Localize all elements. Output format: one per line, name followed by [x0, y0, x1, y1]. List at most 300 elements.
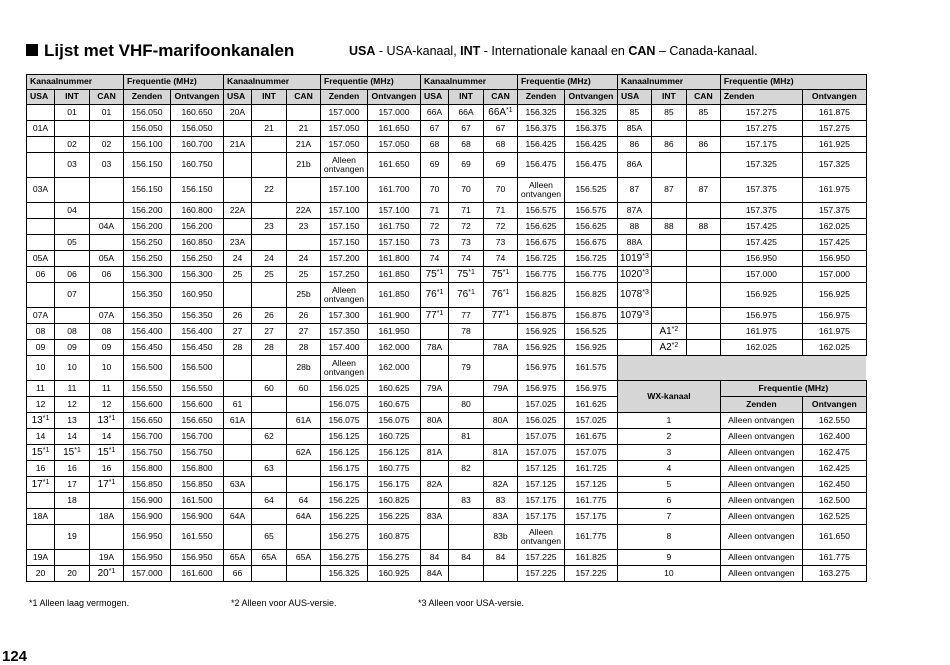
table-row — [27, 493, 867, 509]
table-cell: 65A — [252, 550, 287, 566]
table-cell — [90, 493, 124, 509]
table-cell: 156.425 — [518, 137, 565, 153]
table-cell: 25 — [287, 267, 321, 283]
table-cell — [449, 413, 484, 429]
table-cell — [224, 381, 252, 397]
table-row — [27, 178, 867, 203]
table-cell: 156.900 — [171, 509, 224, 525]
table-cell: 156.650 — [171, 413, 224, 429]
table-cell: 83A — [421, 509, 449, 525]
wx-channel: 3 — [618, 445, 721, 461]
table-cell: 160.750 — [171, 153, 224, 178]
table-row — [27, 566, 867, 582]
table-cell: 161.800 — [368, 251, 421, 267]
table-cell: 156.050 — [124, 105, 171, 121]
table-cell — [55, 178, 90, 203]
header-frequentie: Frequentie (MHz) — [321, 75, 421, 90]
table-row — [27, 105, 867, 121]
wx-spacer — [618, 356, 867, 381]
footnote-ref: *1 — [108, 414, 116, 422]
table-cell: 157.175 — [720, 137, 802, 153]
table-cell: 156.950 — [124, 525, 171, 550]
table-cell: 157.325 — [802, 153, 866, 178]
table-cell: 157.425 — [720, 219, 802, 235]
table-cell: 78A — [484, 340, 518, 356]
table-cell — [224, 493, 252, 509]
table-cell: 61A — [287, 413, 321, 429]
table-cell: Alleen ontvangen — [518, 525, 565, 550]
table-cell: 01 — [55, 105, 90, 121]
table-cell: 162.025 — [802, 219, 866, 235]
footnote-ref: *1 — [42, 414, 50, 422]
channel-number: 17 — [31, 478, 43, 490]
table-cell: 160.725 — [368, 429, 421, 445]
table-cell: 05A — [90, 251, 124, 267]
header-kanaalnummer: Kanaalnummer — [27, 75, 124, 90]
table-cell: 73 — [449, 235, 484, 251]
table-cell: 65 — [252, 525, 287, 550]
table-cell: 156.600 — [124, 397, 171, 413]
table-cell: 69 — [449, 153, 484, 178]
footnote-ref: *3 — [642, 252, 649, 260]
wx-zenden: Alleen ontvangen — [720, 509, 802, 525]
table-cell — [224, 525, 252, 550]
table-cell — [484, 105, 518, 121]
channel-number: 75 — [491, 268, 503, 280]
table-cell: 156.250 — [124, 235, 171, 251]
table-cell: 156.150 — [171, 178, 224, 203]
table-cell — [90, 525, 124, 550]
table-cell — [90, 413, 124, 429]
wx-ontvangen: 162.475 — [802, 445, 866, 461]
wx-zenden: Alleen ontvangen — [720, 493, 802, 509]
table-cell: 14 — [27, 429, 55, 445]
table-cell — [90, 178, 124, 203]
table-cell: 156.675 — [565, 235, 618, 251]
footnote-ref: *1 — [74, 446, 81, 454]
table-cell: 161.700 — [368, 178, 421, 203]
wx-zenden: Alleen ontvangen — [720, 413, 802, 429]
table-cell: 156.325 — [565, 105, 618, 121]
table-cell — [252, 235, 287, 251]
table-cell: 156.175 — [321, 477, 368, 493]
table-cell: 156.625 — [518, 219, 565, 235]
table-cell: 157.150 — [368, 235, 421, 251]
footnote-ref: *3 — [642, 309, 649, 317]
table-cell: 156.800 — [124, 461, 171, 477]
header-int: INT — [449, 90, 484, 105]
table-cell — [651, 121, 686, 137]
table-cell — [686, 283, 720, 308]
table-cell: 156.325 — [518, 105, 565, 121]
table-cell: 85 — [618, 105, 652, 121]
channel-number: 13 — [97, 414, 109, 426]
table-cell: 161.575 — [565, 356, 618, 381]
table-cell: 157.375 — [720, 203, 802, 219]
table-row — [27, 283, 867, 308]
table-cell: 86 — [651, 137, 686, 153]
footnote-ref: *1 — [468, 289, 475, 297]
header-int: INT — [252, 90, 287, 105]
table-cell: 06 — [90, 267, 124, 283]
table-cell: 17 — [55, 477, 90, 493]
table-cell: 74 — [484, 251, 518, 267]
table-cell: 156.350 — [124, 283, 171, 308]
table-cell: 157.225 — [565, 566, 618, 582]
table-cell: 65A — [224, 550, 252, 566]
wx-channel: 4 — [618, 461, 721, 477]
table-cell: 60 — [252, 381, 287, 397]
table-cell: 161.975 — [802, 324, 866, 340]
table-cell: 161.600 — [171, 566, 224, 582]
table-cell: 156.775 — [565, 267, 618, 283]
table-cell: 78 — [449, 324, 484, 340]
table-cell — [224, 153, 252, 178]
table-cell — [686, 267, 720, 283]
table-cell: 156.075 — [321, 413, 368, 429]
table-cell: 83b — [484, 525, 518, 550]
table-cell: 66A — [421, 105, 449, 121]
table-cell — [618, 267, 652, 283]
table-cell — [287, 429, 321, 445]
table-cell: 156.350 — [124, 308, 171, 324]
table-cell: 19A — [27, 550, 55, 566]
table-cell — [90, 566, 124, 582]
table-cell — [484, 283, 518, 308]
table-cell — [287, 397, 321, 413]
wx-channel: 10 — [618, 566, 721, 582]
table-cell: 71 — [421, 203, 449, 219]
wx-channel: 5 — [618, 477, 721, 493]
table-cell: 01 — [90, 105, 124, 121]
table-cell: 26 — [252, 308, 287, 324]
channel-number: 1019 — [620, 252, 643, 264]
table-cell: 21 — [252, 121, 287, 137]
table-cell: 65A — [287, 550, 321, 566]
table-cell: 161.650 — [368, 153, 421, 178]
table-cell: 05 — [55, 235, 90, 251]
table-cell: 161.500 — [171, 493, 224, 509]
table-cell: 156.200 — [124, 219, 171, 235]
table-cell: 64 — [252, 493, 287, 509]
table-cell — [686, 203, 720, 219]
table-cell — [686, 340, 720, 356]
channel-number: 77 — [491, 309, 503, 321]
table-cell: 86 — [686, 137, 720, 153]
table-cell: 19 — [55, 525, 90, 550]
table-cell: 156.350 — [171, 308, 224, 324]
table-cell: 157.275 — [802, 121, 866, 137]
table-row — [27, 235, 867, 251]
table-cell: 156.950 — [171, 550, 224, 566]
table-cell: 156.575 — [518, 203, 565, 219]
table-cell: 83 — [449, 493, 484, 509]
table-cell — [421, 493, 449, 509]
table-cell: 157.125 — [518, 461, 565, 477]
table-cell: 22A — [287, 203, 321, 219]
table-cell: 02 — [90, 137, 124, 153]
table-cell — [252, 566, 287, 582]
table-cell — [27, 283, 55, 308]
table-cell: 68 — [421, 137, 449, 153]
table-cell: 156.575 — [565, 203, 618, 219]
table-cell: 157.000 — [802, 267, 866, 283]
channel-number: 77 — [425, 309, 437, 321]
table-cell: 13 — [55, 413, 90, 429]
table-cell: 06 — [27, 267, 55, 283]
table-cell — [90, 235, 124, 251]
table-cell: 157.200 — [321, 251, 368, 267]
table-cell: 82A — [484, 477, 518, 493]
table-row — [27, 267, 867, 283]
table-cell — [421, 356, 449, 381]
table-cell: 18A — [90, 509, 124, 525]
table-cell: 08 — [90, 324, 124, 340]
table-cell: 07 — [55, 283, 90, 308]
table-cell: 157.425 — [802, 235, 866, 251]
header-usa: USA — [618, 90, 652, 105]
table-cell: 157.025 — [565, 413, 618, 429]
table-cell: 156.150 — [124, 178, 171, 203]
table-cell: 88 — [651, 219, 686, 235]
table-cell: 156.750 — [171, 445, 224, 461]
table-cell: 62A — [287, 445, 321, 461]
table-cell: 74 — [449, 251, 484, 267]
table-cell: 156.300 — [171, 267, 224, 283]
table-cell: 156.875 — [565, 308, 618, 324]
table-cell: 63A — [224, 477, 252, 493]
table-row — [27, 509, 867, 525]
table-cell: 161.975 — [720, 324, 802, 340]
table-cell: 156.950 — [802, 251, 866, 267]
table-cell — [287, 461, 321, 477]
table-cell — [449, 509, 484, 525]
table-cell — [484, 267, 518, 283]
table-cell: 18 — [55, 493, 90, 509]
footnote-ref: *1 — [436, 268, 444, 276]
table-cell: 60 — [287, 381, 321, 397]
table-cell: 161.950 — [368, 324, 421, 340]
table-cell: 161.775 — [565, 525, 618, 550]
wx-ontvangen: 162.425 — [802, 461, 866, 477]
table-cell: 157.000 — [720, 267, 802, 283]
table-cell: 156.500 — [124, 356, 171, 381]
wx-channel: 8 — [618, 525, 721, 550]
table-cell: 14 — [90, 429, 124, 445]
table-cell: 64A — [224, 509, 252, 525]
table-cell: 157.100 — [321, 203, 368, 219]
table-cell — [252, 477, 287, 493]
table-row — [27, 324, 867, 340]
table-cell: 162.000 — [368, 356, 421, 381]
wx-ontvangen: 162.550 — [802, 413, 866, 429]
table-cell: 156.675 — [518, 235, 565, 251]
table-cell: 157.175 — [565, 509, 618, 525]
table-cell — [252, 137, 287, 153]
table-cell — [27, 137, 55, 153]
table-cell: 157.000 — [124, 566, 171, 582]
table-cell: 21A — [224, 137, 252, 153]
table-cell: 156.600 — [171, 397, 224, 413]
table-cell — [252, 509, 287, 525]
table-cell: 160.825 — [368, 493, 421, 509]
page-title — [26, 41, 294, 61]
header-usa: USA — [224, 90, 252, 105]
wx-zenden-header: Zenden — [720, 397, 802, 413]
table-cell: 27 — [224, 324, 252, 340]
table-cell: 161.725 — [565, 461, 618, 477]
header-int: INT — [651, 90, 686, 105]
table-cell: 12 — [27, 397, 55, 413]
table-cell — [287, 105, 321, 121]
table-cell — [252, 105, 287, 121]
table-cell: 157.075 — [518, 445, 565, 461]
table-cell: 157.100 — [321, 178, 368, 203]
channel-number: 17 — [97, 478, 109, 490]
table-cell: Alleen ontvangen — [321, 356, 368, 381]
legend-usa: USA — [349, 44, 376, 58]
table-cell: 156.850 — [124, 477, 171, 493]
channel-number: 1079 — [620, 309, 643, 321]
table-row — [27, 153, 867, 178]
table-cell: 156.275 — [321, 550, 368, 566]
channel-number: A2 — [659, 341, 672, 353]
table-cell: 77 — [449, 308, 484, 324]
table-cell: 157.175 — [518, 509, 565, 525]
footnote-ref: *3 — [642, 268, 649, 276]
wx-zenden: Alleen ontvangen — [720, 445, 802, 461]
table-row — [27, 251, 867, 267]
table-cell: 11 — [55, 381, 90, 397]
table-cell: 67 — [449, 121, 484, 137]
wx-ontvangen: 161.775 — [802, 550, 866, 566]
table-cell: 84 — [449, 550, 484, 566]
table-cell: 14 — [55, 429, 90, 445]
wx-frequentie-header: Frequentie (MHz) — [720, 381, 866, 397]
footnote-ref: *1 — [506, 106, 513, 114]
header-ontvangen: Ontvangen — [802, 90, 866, 105]
table-cell: 156.225 — [368, 509, 421, 525]
legend-can: CAN — [628, 44, 656, 58]
footnote-ref: *1 — [108, 567, 116, 575]
table-cell: 69 — [421, 153, 449, 178]
header-kanaalnummer: Kanaalnummer — [618, 75, 721, 90]
channel-number: 15 — [97, 446, 109, 458]
table-cell: 09 — [90, 340, 124, 356]
table-cell: 156.925 — [518, 324, 565, 340]
table-cell: 74 — [421, 251, 449, 267]
table-cell — [651, 324, 686, 340]
table-cell: 157.150 — [321, 219, 368, 235]
table-cell — [449, 267, 484, 283]
table-cell — [686, 235, 720, 251]
table-cell: 05A — [27, 251, 55, 267]
table-cell: 157.050 — [321, 121, 368, 137]
footnote-ref: *1 — [108, 446, 116, 454]
table-cell: 156.725 — [565, 251, 618, 267]
table-row — [27, 381, 867, 397]
table-cell: 157.325 — [720, 153, 802, 178]
table-cell — [55, 308, 90, 324]
table-cell: 160.875 — [368, 525, 421, 550]
table-cell: 156.100 — [124, 137, 171, 153]
table-cell: 157.075 — [518, 429, 565, 445]
table-cell — [27, 493, 55, 509]
table-cell: 156.925 — [518, 340, 565, 356]
table-cell: 10 — [27, 356, 55, 381]
table-row — [27, 477, 867, 493]
table-cell: 02 — [55, 137, 90, 153]
table-cell: 25 — [252, 267, 287, 283]
table-cell: 70 — [421, 178, 449, 203]
table-cell: 161.625 — [565, 397, 618, 413]
table-cell: 12 — [90, 397, 124, 413]
table-cell: 161.975 — [802, 178, 866, 203]
table-cell: 157.400 — [321, 340, 368, 356]
table-cell — [651, 308, 686, 324]
table-cell — [224, 219, 252, 235]
legend-usa-text: - USA-kanaal, — [375, 44, 461, 58]
wx-ontvangen: 162.450 — [802, 477, 866, 493]
table-cell: 80 — [449, 397, 484, 413]
table-cell: 83 — [484, 493, 518, 509]
table-cell: 156.075 — [368, 413, 421, 429]
channel-number: 76 — [491, 289, 503, 301]
table-cell: 157.350 — [321, 324, 368, 340]
vhf-channel-table — [26, 74, 867, 582]
table-cell: 157.375 — [720, 178, 802, 203]
table-cell: 64A — [287, 509, 321, 525]
table-cell: 160.700 — [171, 137, 224, 153]
table-cell: 156.375 — [565, 121, 618, 137]
table-cell: 156.450 — [124, 340, 171, 356]
table-cell: 157.275 — [720, 105, 802, 121]
table-cell: 161.825 — [565, 550, 618, 566]
table-cell: 19A — [90, 550, 124, 566]
table-cell — [27, 525, 55, 550]
table-cell: 156.475 — [518, 153, 565, 178]
table-cell: 161.750 — [368, 219, 421, 235]
legend-int-text: - Internationale kanaal en — [480, 44, 629, 58]
table-cell: 156.250 — [171, 251, 224, 267]
table-cell — [252, 445, 287, 461]
table-cell: 81 — [449, 429, 484, 445]
table-row — [27, 308, 867, 324]
table-cell: 23 — [252, 219, 287, 235]
footnote-ref: *3 — [642, 289, 649, 297]
table-cell: 157.125 — [565, 477, 618, 493]
wx-kanaal-header: WX-kanaal — [618, 381, 721, 413]
footnote-ref: *1 — [502, 309, 510, 317]
table-cell: 156.775 — [518, 267, 565, 283]
table-cell: 08 — [27, 324, 55, 340]
table-cell — [618, 283, 652, 308]
table-row — [27, 397, 867, 413]
table-cell: 83A — [484, 509, 518, 525]
channel-number: 66A — [488, 106, 507, 118]
header-zenden: Zenden — [124, 90, 171, 105]
table-cell: 88 — [618, 219, 652, 235]
table-cell: 22 — [252, 178, 287, 203]
channel-number: A1 — [659, 325, 672, 337]
table-cell — [421, 267, 449, 283]
footnote-ref: *1 — [108, 478, 116, 486]
wx-ontvangen: 161.650 — [802, 525, 866, 550]
table-cell: 71 — [449, 203, 484, 219]
table-cell: 84 — [421, 550, 449, 566]
table-cell: 156.625 — [565, 219, 618, 235]
table-cell: 156.500 — [171, 356, 224, 381]
